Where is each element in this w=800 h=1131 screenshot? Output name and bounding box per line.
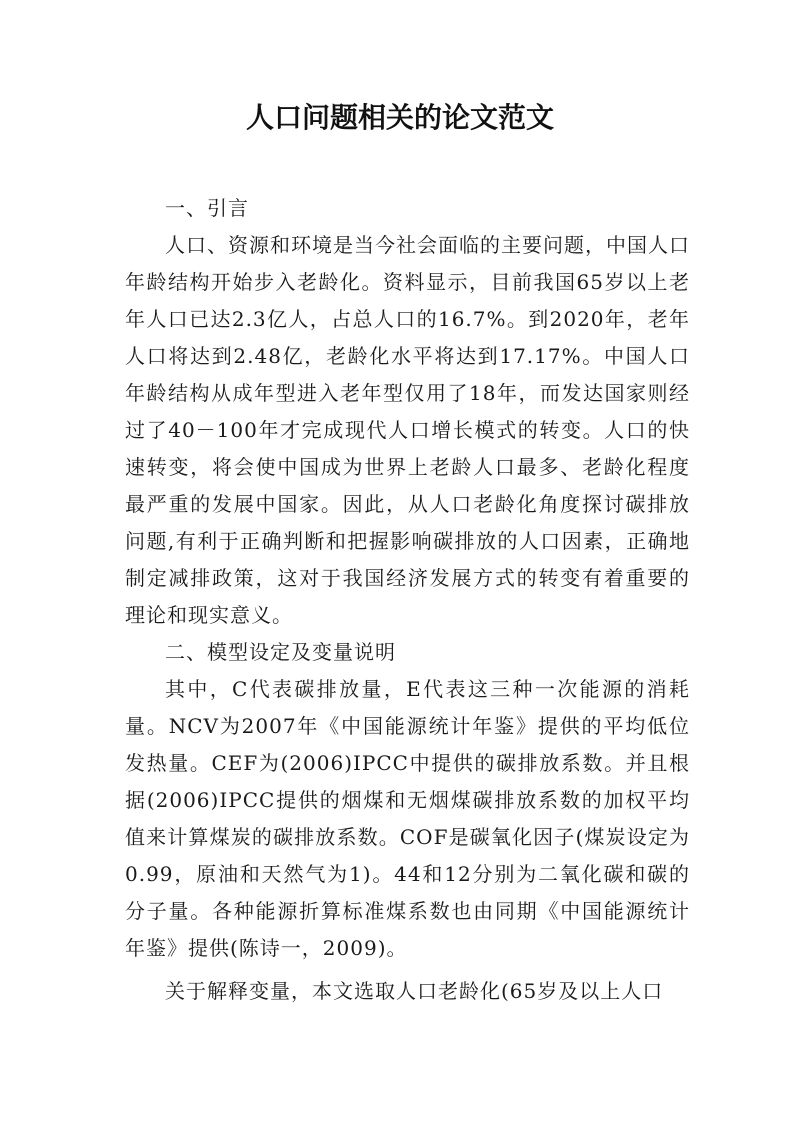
paragraph-explanatory-variables: 关于解释变量，本文选取人口老龄化(65岁及以上人口 [165,979,664,1003]
paragraph-model-description: 其中，C代表碳排放量，E代表这三种一次能源的消耗量。NCV为2007年《中国能源统计年鉴》提供的平均低位发热量。CEF为(2006)IPCC中提供的碳排放系数。并且根据(2006)IPCC提供的烟煤和无烟煤碳排放系数的加权平均值来计算煤炭的碳排放系数。COF是碳氧化因子(煤炭设定为0.99，原油和天然气为1)。44和12分别为二氧化碳和碳的分子量。各种能源折算标准煤系数也由同期《中国能源统计年鉴》提供(陈诗一，2009)。 [125,677,690,960]
document-body [125,190,690,1010]
section-heading-model: 二、模型设定及变量说明 [165,640,396,664]
section-heading-introduction: 一、引言 [165,196,249,220]
document-title: 人口问题相关的论文范文 [245,101,554,134]
paragraph-introduction: 人口、资源和环境是当今社会面临的主要问题，中国人口年龄结构开始步入老龄化。资料显示，目前我国65岁以上老年人口已达2.3亿人，占总人口的16.7%。到2020年，老年人口将达到2.48亿，老龄化水平将达到17.17%。中国人口年龄结构从成年型进入老年型仅用了18年，而发达国家则经过了40－100年才完成现代人口增长模式的转变。人口的快速转变，将会使中国成为世界上老龄人口最多、老龄化程度最严重的发展中国家。因此，从人口老龄化角度探讨碳排放问题,有利于正确判断和把握影响碳排放的人口因素，正确地制定减排政策，这对于我国经济发展方式的转变有着重要的理论和现实意义。 [125,233,690,627]
